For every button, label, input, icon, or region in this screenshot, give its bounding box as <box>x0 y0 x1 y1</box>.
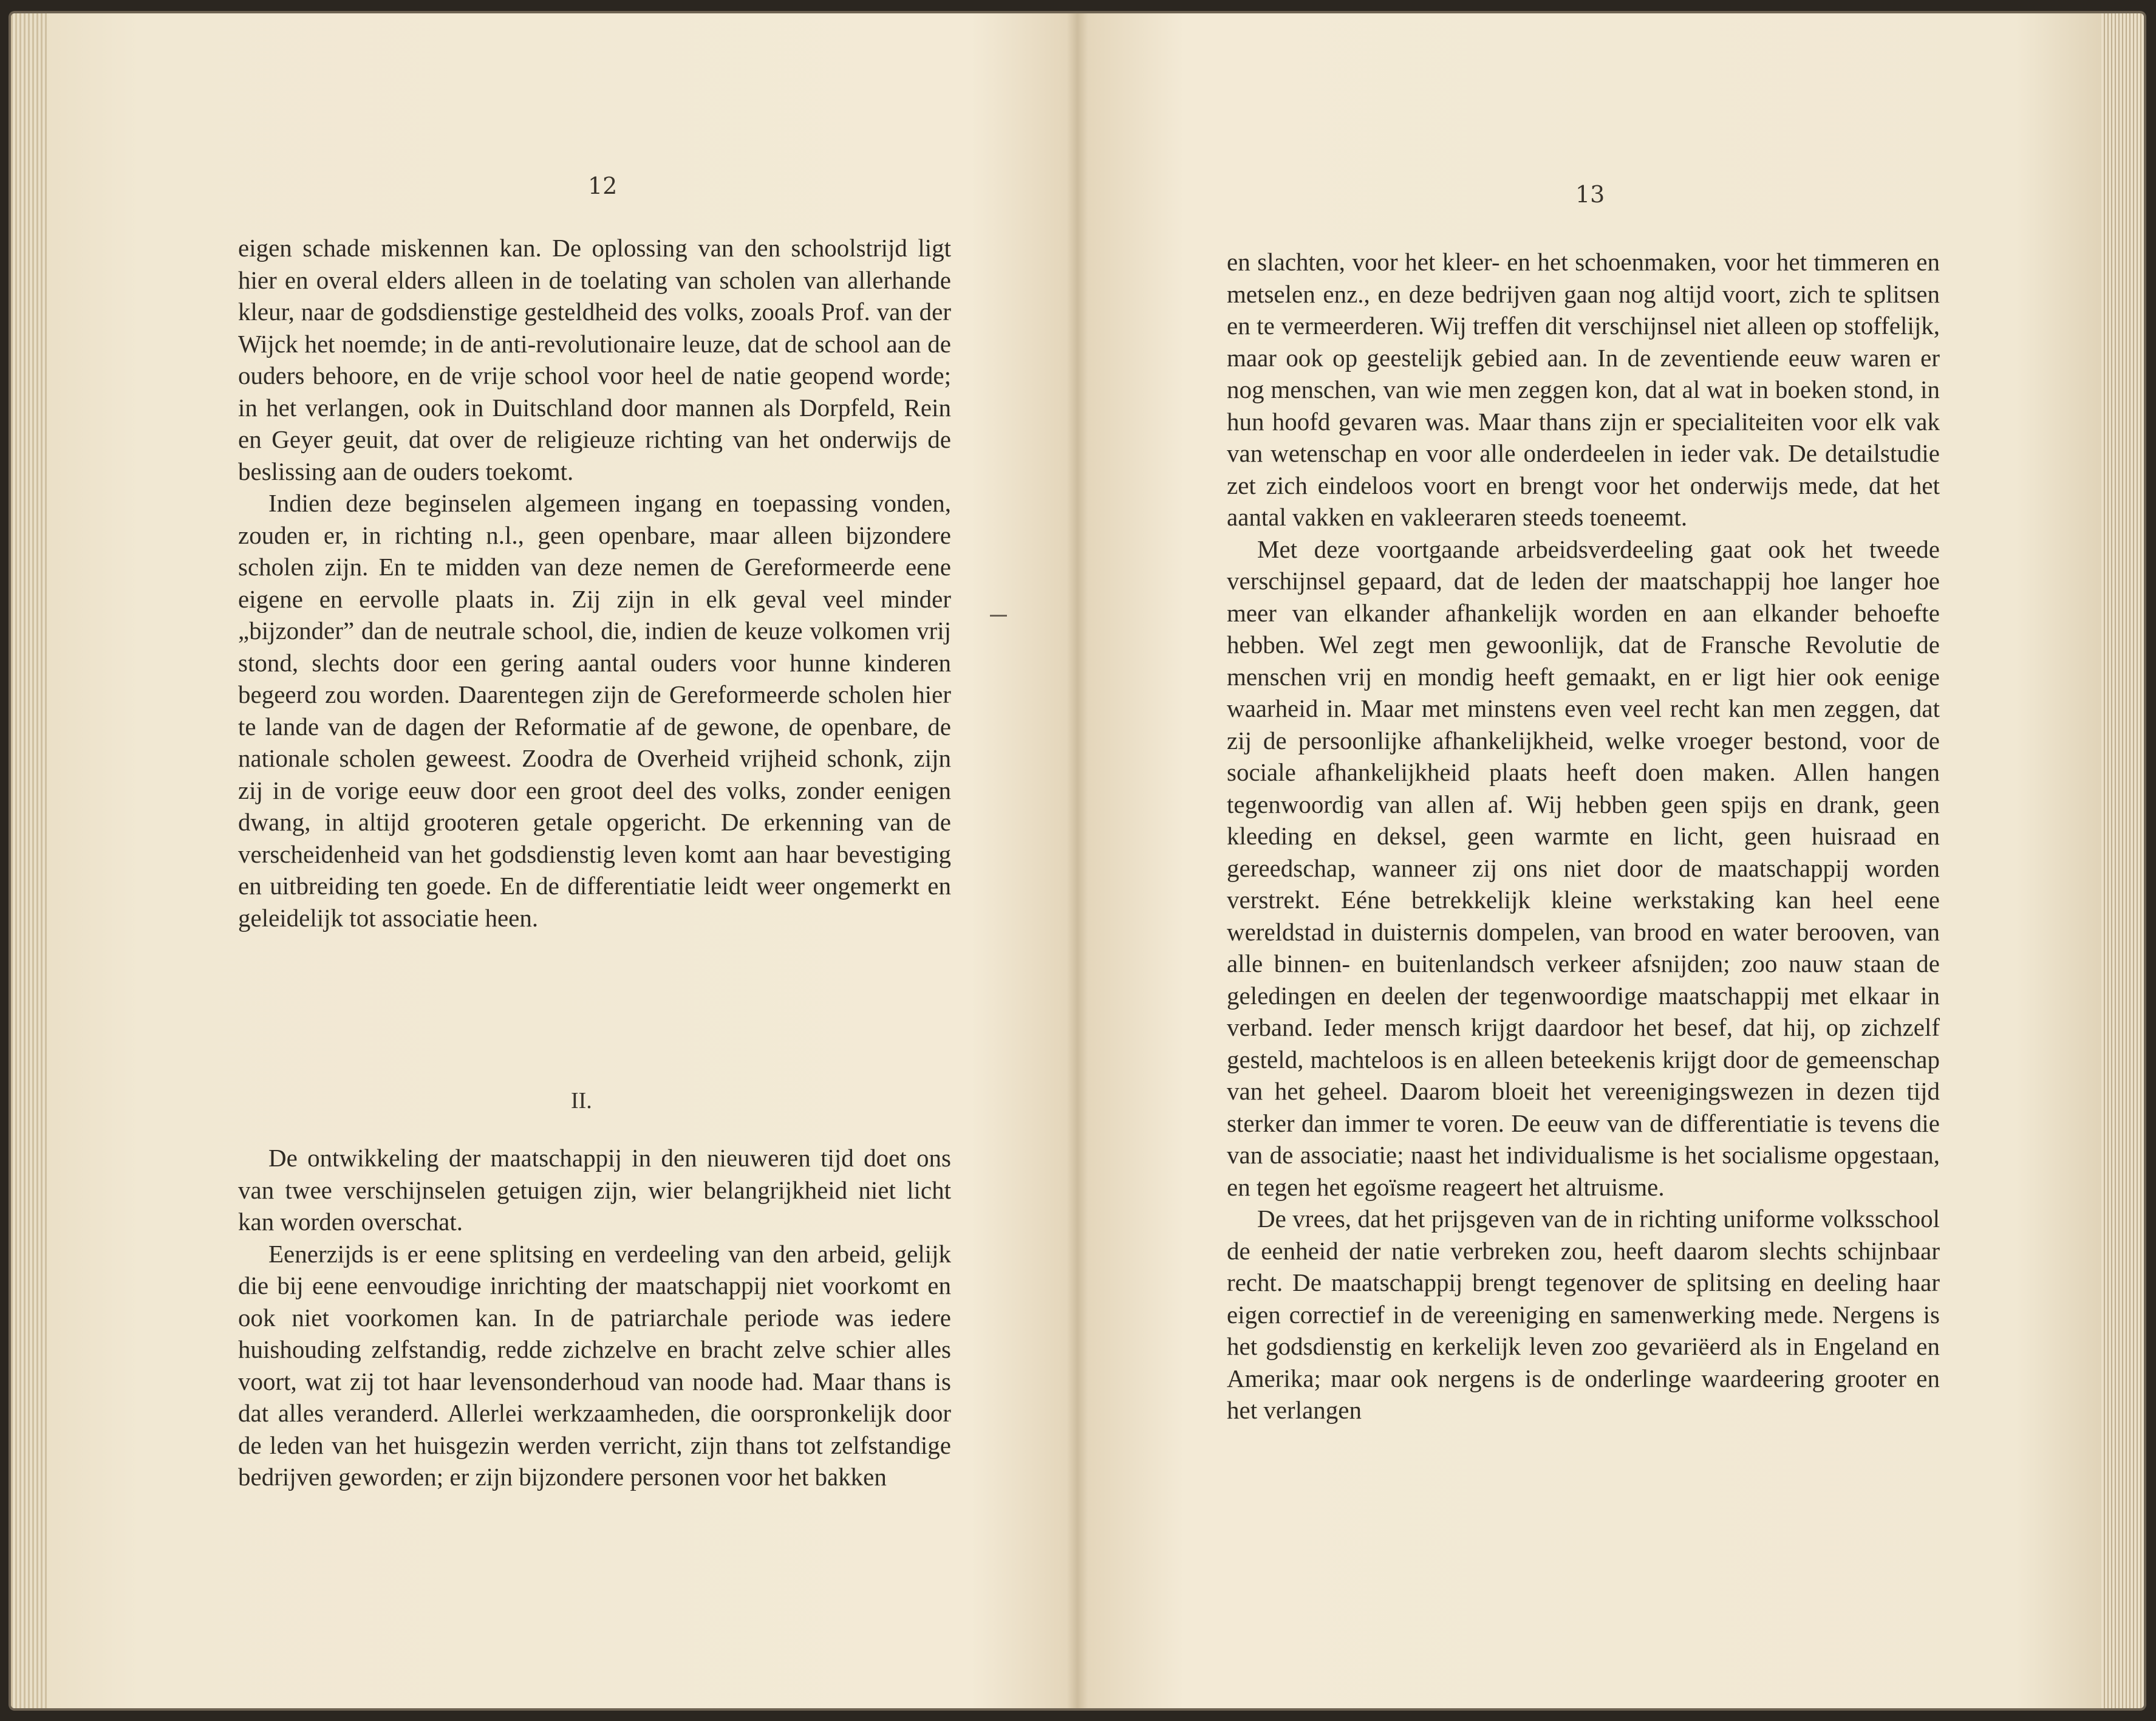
right-paragraph-3: De vrees, dat het prijsgeven van de in richting uniforme volksschool de eenheid der natie verbreken zou, heeft daarom slechts schijnbaar recht. De maatschappij brengt tegenover de splitsing en deeling haar eigen correctief in de vereeniging en samenwerking mede. Nergens is het godsdienstig en kerkelijk leven zoo gevariëerd als in Engeland en Amerika; maar ook nergens is de onderlinge waardeering grooter en het verlangen <box>1227 1205 1940 1424</box>
right-paragraph-2: Met deze voortgaande arbeidsverdeeling gaat ook het tweede verschijnsel gepaard, dat de leden der maatschappij hoe langer hoe meer van elkander afhankelijk worden en aan elkander behoefte hebben. Wel zegt men gewoonlijk, dat de Fransche Revolutie de menschen vrij en mondig heeft gemaakt, en er ligt hier ook eenige waarheid in. Maar met minstens even veel recht kan men zeggen, dat zij de persoonlijke afhankelijkheid, welke vroeger bestond, voor de sociale afhankelijkheid plaats heeft doen maken. Allen hangen tegenwoordig van allen af. Wij hebben geen spijs en drank, geen kleeding en deksel, geen warmte en licht, geen huisraad en gereedschap, wanneer zij ons niet door de maatschappij worden verstrekt. Eéne betrekkelijk kleine werkstaking kan heel eene wereldstad in duisternis dompelen, van brood en water berooven, van alle binnen- en buitenlandsch verkeer afsnijden; zoo nauw staan de geledingen en deelen der tegenwoordige maatschappij met elkaar in verband. Ieder mensch krijgt daardoor het besef, dat hij, op zichzelf gesteld, machteloos is en alleen beteekenis krijgt door de gemeenschap van het geheel. Daarom bloeit het vereenigingswezen in dezen tijd sterker dan immer te voren. De eeuw van de differentiatie is tevens die van de associatie; naast het individualisme is het socialisme opgestaan, en tegen het egoïsme reageert het altruisme. <box>1227 535 1940 1201</box>
left-paragraph-2: Indien deze beginselen algemeen ingang en toepassing vonden, zouden er, in richting n.l., geen openbare, maar alleen bijzondere scholen zijn. En te midden van deze nemen de Gereformeerde eene eigene en eervolle plaats in. Zij zijn in elk geval veel minder „bijzonder” dan de neutrale school, die, indien de keuze volkomen vrij stond, slechts door een gering aantal ouders voor hunne kinderen begeerd zou worden. Daarentegen zijn de Gereformeerde scholen hier te lande van de dagen der Reformatie af de gewone, de openbare, de nationale scholen geweest. Zoodra de Overheid vrijheid schonk, zijn zij in de vorige eeuw door een groot deel des volks, zonder eenigen dwang, in altijd grooteren getale opgericht. De erkenning van de verscheidenheid van het godsdienstig leven komt aan haar bevestiging en uitbreiding ten goede. En de differentiatie leidt weer ongemerkt en geleidelijk tot associatie heen. <box>238 489 951 932</box>
left-page-number: 12 <box>588 173 618 199</box>
right-paragraph-1: en slachten, voor het kleer- en het schoenmaken, voor het timmeren en metselen enz., en deze bedrijven gaan nog altijd voort, zich te splitsen en te vermeerderen. Wij treffen dit verschijnsel niet alleen op stoffelijk, maar ook op geestelijk gebied aan. In de zeventiende eeuw waren er nog menschen, van wie men zeggen kon, dat al wat in boeken stond, in hun hoofd gevaren was. Maar thans zijn er specialiteiten voor elk vak van wetenschap en voor alle onderdeelen in ieder vak. De detailstudie zet zich eindeloos voort en brengt voor het onderwijs mede, dat het aantal vakken en vakleeraren steeds toeneemt. <box>1227 248 1940 531</box>
left-page-text-top <box>238 232 951 934</box>
left-paragraph-1: eigen schade miskennen kan. De oplossing van den schoolstrijd ligt hier en overal elders alleen in de toelating van scholen van allerhande kleur, naar de godsdienstige gesteldheid des volks, zooals Prof. van der Wijck het noemde; in de anti-revolutionaire leuze, dat de school aan de ouders behoore, en de vrije school voor heel de natie geopend worde; in het verlangen, ook in Duitschland door mannen als Dorpfeld, Rein en Geyer geuit, dat over de religieuze richting van het onderwijs de beslissing aan de ouders toekomt. <box>238 234 951 485</box>
left-page-text-bottom <box>238 1142 951 1493</box>
left-page-edges <box>11 13 47 1708</box>
left-paragraph-4: Eenerzijds is er eene splitsing en verdeeling van den arbeid, gelijk die bij eene eenvoudige inrichting der maatschappij niet voorkomt en ook niet voorkomen kan. In de patriarchale periode was iedere huishouding zelfstandig, redde zichzelve en bracht zelve schier alles voort, wat zij tot haar levensonderhoud van noode had. Maar thans is dat alles veranderd. Allerlei werkzaamheden, die oorspronkelijk door de leden van het huisgezin werden verricht, zijn thans tot zelfstandige bedrijven geworden; er zijn bijzondere personen voor het bakken <box>238 1239 951 1491</box>
section-heading: II. <box>571 1088 592 1114</box>
left-paragraph-3: De ontwikkeling der maatschappij in den nieuweren tijd doet ons van twee verschijnselen getuigen zijn, wier belangrijkheid niet licht kan worden overschat. <box>238 1144 951 1236</box>
margin-mark <box>990 615 1007 617</box>
right-page-text <box>1227 246 1940 1426</box>
right-page-number: 13 <box>1575 181 1605 208</box>
right-page-edges <box>2101 13 2144 1708</box>
